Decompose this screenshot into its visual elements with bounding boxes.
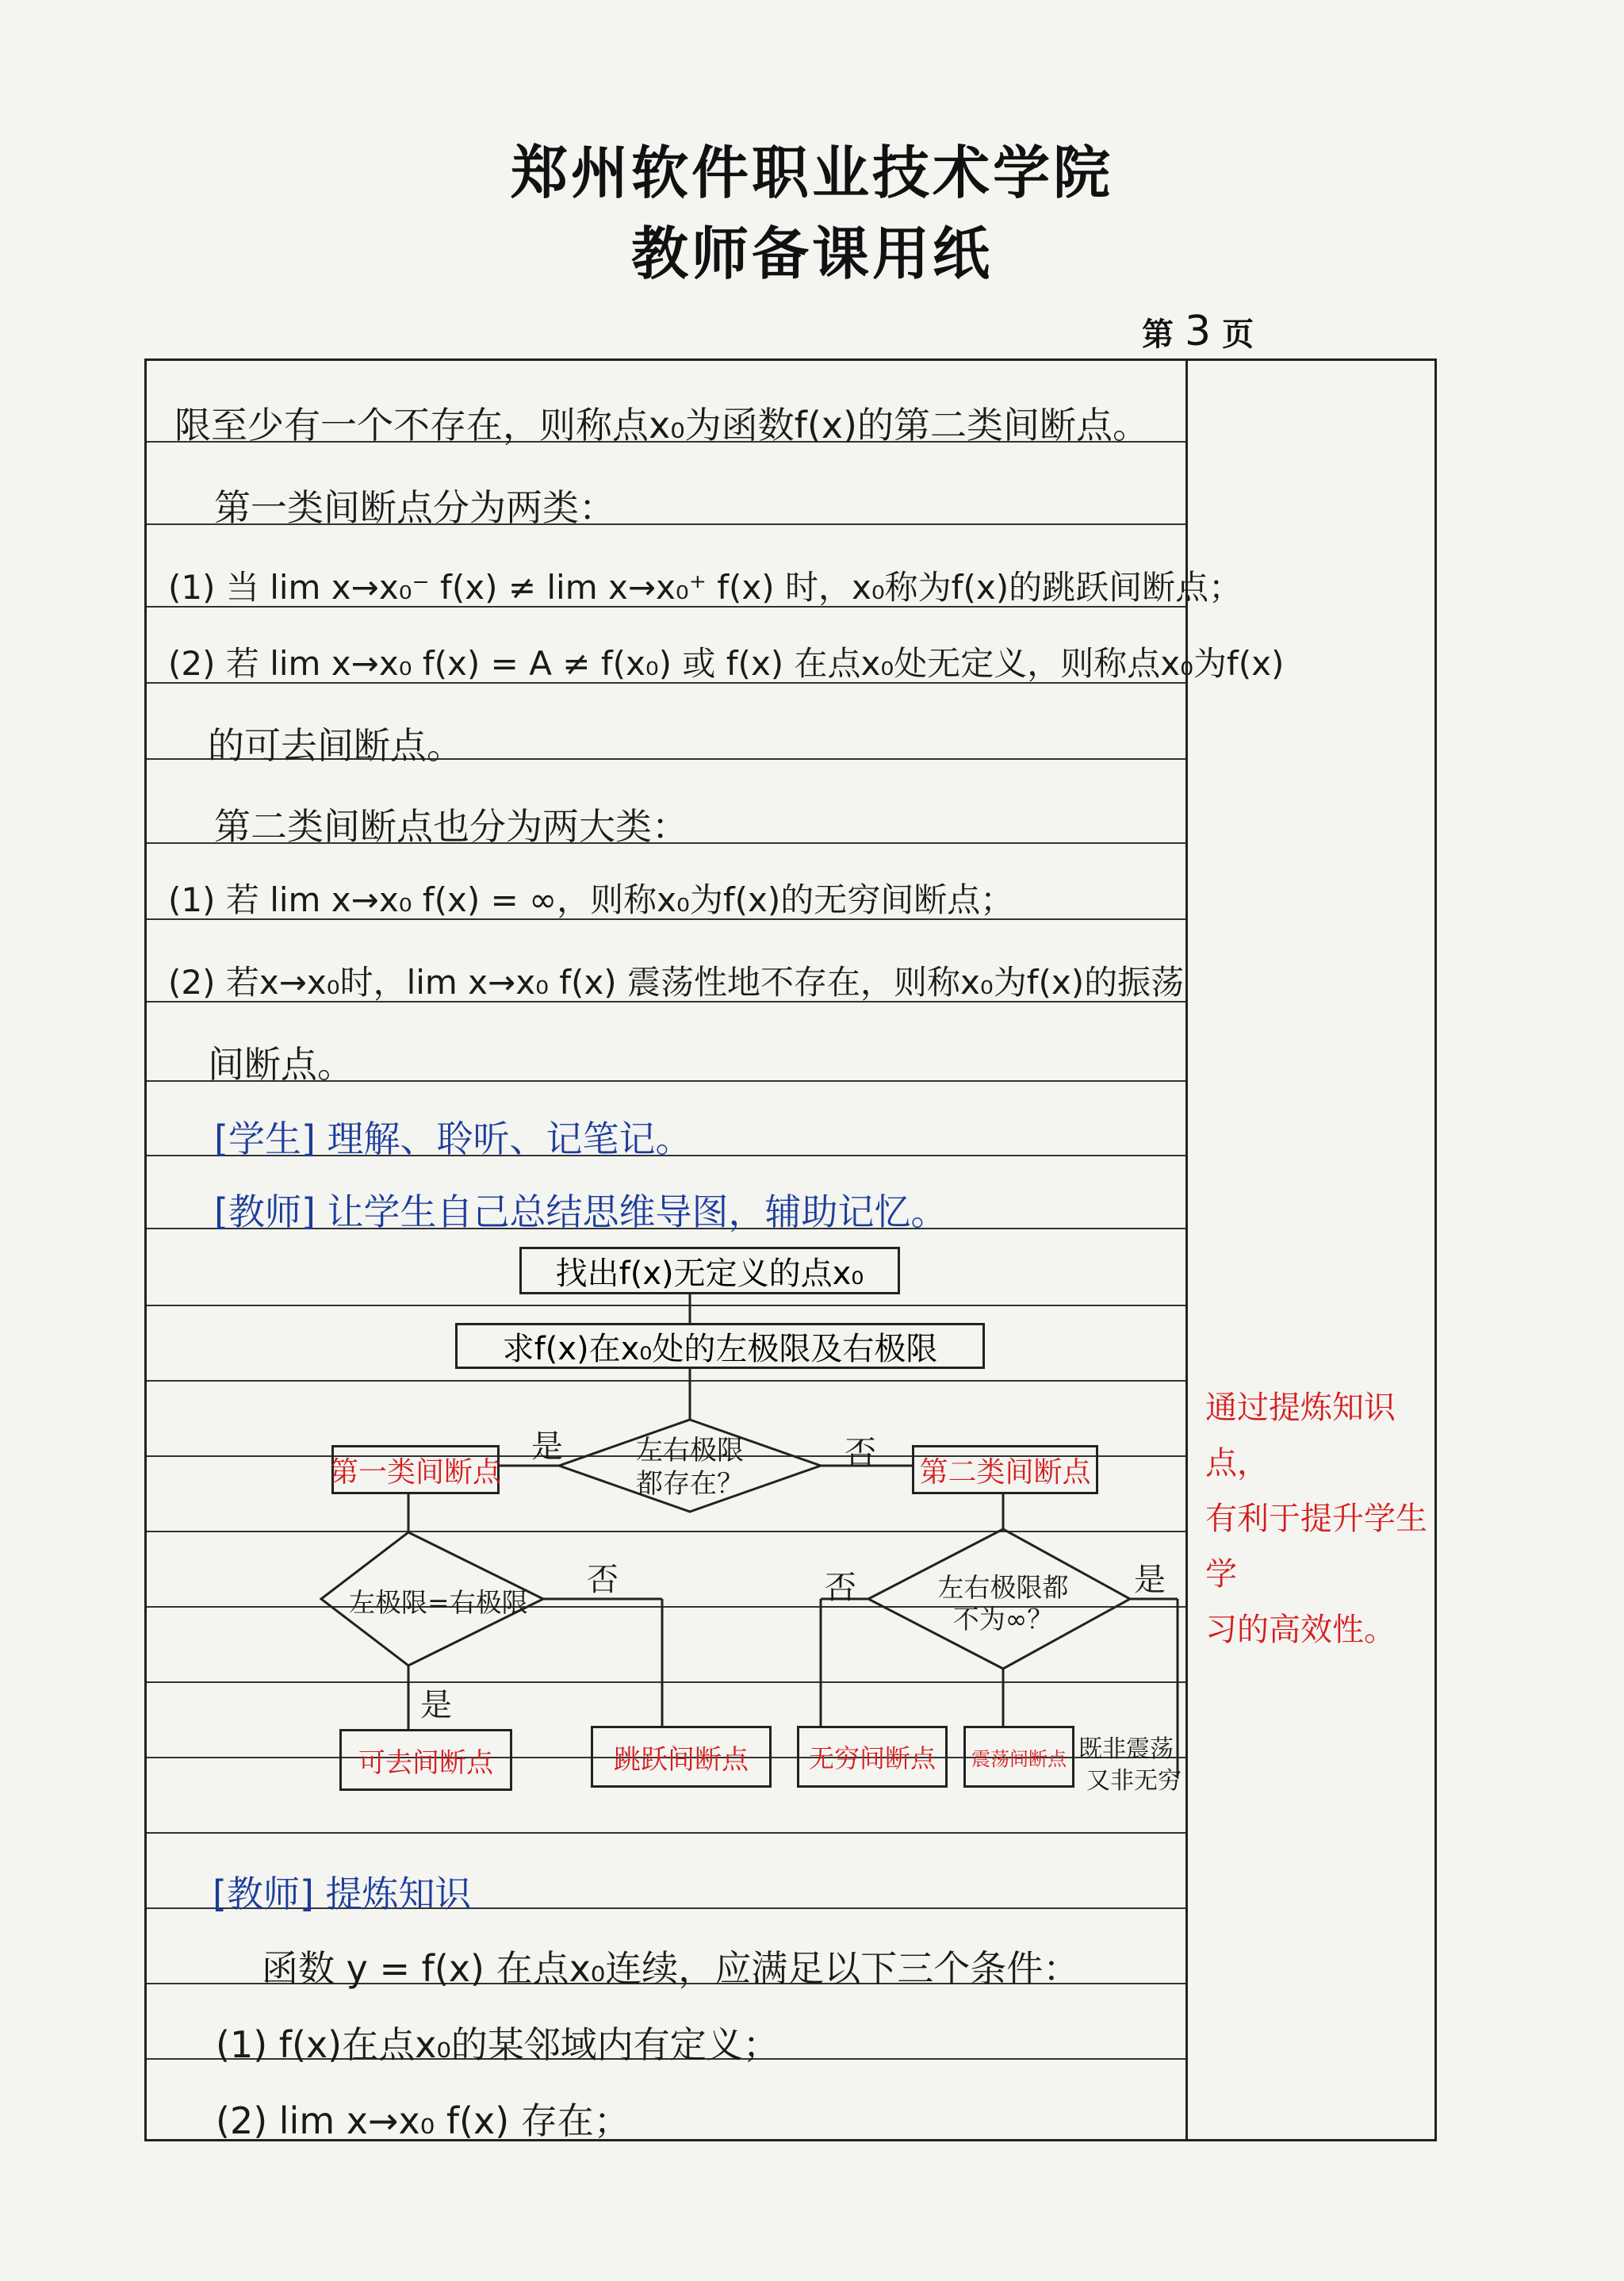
jump-discontinuity-box: 跳跃间断点 [591, 1726, 772, 1788]
text-line: (2) 若x→x₀时，lim x→x₀ f(x) 震荡性地不存在，则称x₀为f(x)的振荡 [168, 963, 1185, 1002]
decision-not-infinite [920, 1572, 1086, 1635]
oscillating-discontinuity-box: 震荡间断点 [963, 1726, 1074, 1788]
text-line: (2) lim x→x₀ f(x) 存在； [216, 2099, 630, 2142]
text-line: 间断点。 [208, 1043, 354, 1086]
teacher-refine-knowledge: [教师] 提炼知识 [213, 1873, 472, 1915]
second-kind-box: 第二类间断点 [912, 1445, 1098, 1494]
page-suffix: 页 [1222, 316, 1254, 353]
page-number-value: 3 [1185, 308, 1212, 355]
decision-line: 左右极限都 [937, 1572, 1069, 1603]
text-line: 第二类间断点也分为两大类： [214, 805, 688, 848]
text-line: 的可去间断点。 [208, 724, 463, 767]
no-label: 否 [825, 1570, 856, 1606]
removable-discontinuity-box: 可去间断点 [339, 1729, 512, 1791]
text-line: 函数 y = f(x) 在点x₀连续，应满足以下三个条件： [262, 1947, 1080, 1990]
student-activity: [学生] 理解、聆听、记笔记。 [214, 1117, 692, 1160]
yes-label: 是 [1134, 1562, 1166, 1598]
page-prefix: 第 [1142, 316, 1174, 353]
decision-line: 不为∞？ [952, 1604, 1054, 1635]
text-line: (1) f(x)在点x₀的某邻域内有定义； [216, 2023, 779, 2066]
other-case-line: 又非无穷 [1086, 1767, 1182, 1795]
decision-left-equals-right: 左极限=右极限 [349, 1587, 528, 1618]
no-label: 否 [587, 1562, 619, 1598]
other-case-line: 既非震荡 [1078, 1735, 1174, 1763]
yes-label: 是 [531, 1428, 563, 1465]
school-title: 郑州软件职业技术学院 [510, 139, 1113, 206]
side-note-line: 有利于提升学生学 [1205, 1501, 1427, 1593]
text-line: (1) 若 lim x→x₀ f(x) = ∞，则称x₀为f(x)的无穷间断点； [168, 880, 1014, 919]
decision-line: 左右极限 [636, 1435, 744, 1466]
paper-title: 教师备课用纸 [630, 220, 993, 287]
teacher-activity: [教师] 让学生自己总结思维导图，辅助记忆。 [214, 1190, 948, 1233]
decision-limits-exist [630, 1434, 749, 1501]
yes-label: 是 [420, 1687, 452, 1723]
side-note-line: 通过提炼知识点， [1205, 1390, 1396, 1482]
text-line: 第一类间断点分为两类： [214, 486, 615, 529]
side-note-line: 习的高效性。 [1205, 1612, 1396, 1648]
decision-line: 都存在？ [636, 1468, 744, 1500]
flow-step-find-limits: 求f(x)在x₀处的左极限及右极限 [455, 1323, 985, 1369]
no-label: 否 [845, 1435, 876, 1471]
text-line: (1) 当 lim x→x₀⁻ f(x) ≠ lim x→x₀⁺ f(x) 时，x₀称为f(x)的跳跃间断点； [168, 568, 1243, 607]
text-line: 限至少有一个不存在，则称点x₀为函数f(x)的第二类间断点。 [174, 404, 1149, 447]
flow-step-find-undefined: 找出f(x)无定义的点x₀ [519, 1247, 900, 1294]
text-line: (2) 若 lim x→x₀ f(x) = A ≠ f(x₀) 或 f(x) 在点x₀处无定义，则称点x₀为f(x) [168, 644, 1285, 683]
other-case-label [1078, 1734, 1182, 1797]
first-kind-box: 第一类间断点 [331, 1445, 500, 1494]
side-note [1205, 1380, 1427, 1658]
infinite-discontinuity-box: 无穷间断点 [797, 1726, 948, 1788]
